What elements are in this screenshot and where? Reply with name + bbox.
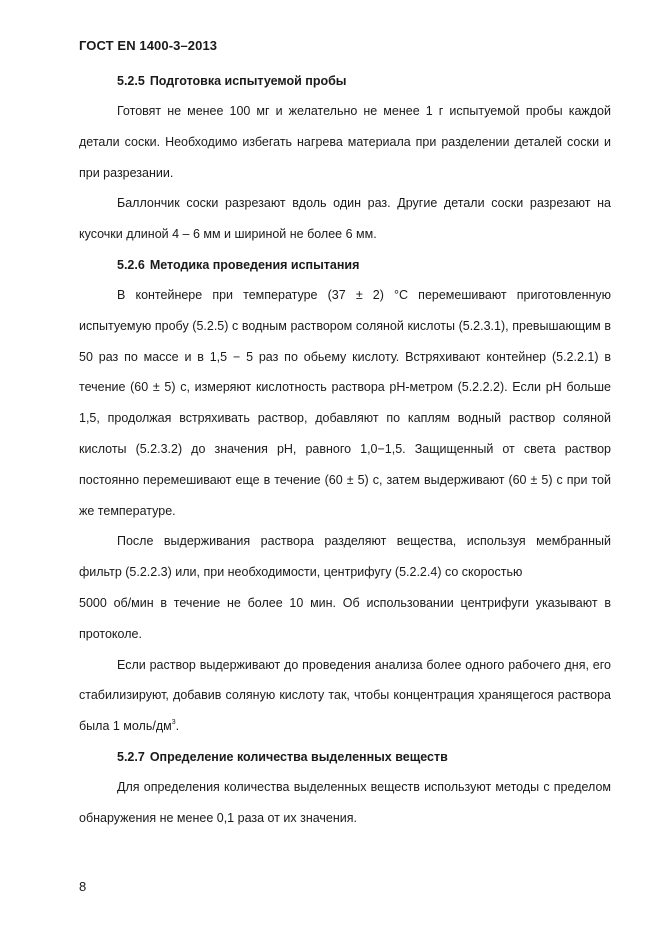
section-number: 5.2.5 (117, 74, 145, 88)
section-heading-5-2-6 (79, 250, 611, 280)
section-title: Методика проведения испытания (149, 257, 360, 272)
superscript: 3 (171, 719, 176, 727)
section-number: 5.2.7 (117, 749, 145, 764)
page-number: 8 (79, 879, 87, 894)
paragraph: 5000 об/мин в течение не более 10 мин. Об использовании центрифуги указывают в протоколе. (79, 595, 611, 641)
paragraph: Баллончик соски разрезают вдоль один раз. Другие детали соски разрезают на кусочки длиной 4 – 6 мм и шириной не более 6 мм. (79, 196, 611, 242)
paragraph-with-unit (79, 650, 611, 742)
paragraph: Готовят не менее 100 мг и желательно не менее 1 г испытуемой пробы каждой детали соски. Необходимо избегать нагрева материала при разделении деталей соски и при разрезании. (79, 104, 611, 180)
section-heading-5-2-5 (79, 66, 611, 96)
paragraph: Для определения количества выделенных веществ используют методы с пределом обнаружения не менее 0,1 раза от их значения. (79, 779, 611, 825)
section-title: Определение количества выделенных веществ (149, 749, 448, 764)
section-title: Подготовка испытуемой пробы (149, 74, 347, 88)
page-content (79, 66, 611, 834)
paragraph: После выдерживания раствора разделяют вещества, используя мембранный фильтр (5.2.2.3) или, при необходимости, центрифугу (5.2.2.4) со скоростью (79, 534, 611, 580)
paragraph-end: . (175, 719, 180, 734)
document-header: ГОСТ EN 1400-3–2013 (79, 38, 218, 53)
paragraph: В контейнере при температуре (37 ± 2) °С перемешивают приготовленную испытуемую пробу (5.2.5) с водным раствором соляной кислоты (5.2.3.1), превышающим в 50 раз по массе и в 1,5 − 5 раз по обьему кислоту. Встряхивают контейнер (5.2.2.1) в течение (60 ± 5) с, измеряют кислотность раствора рН-метром (5.2.2.2). Если рН больше 1,5, продолжая встряхивать раствор, добавляют по каплям водный раствор соляной кислоты (5.2.3.2) до значения рН, равного 1,0−1,5. Защищенный от света раствор постоянно перемешивают еще в течение (60 ± 5) с, затем выдерживают (60 ± 5) с при той же температуре. (79, 287, 611, 518)
paragraph-text: Если раствор выдерживают до проведения анализа более одного рабочего дня, его стабилизируют, добавив соляную кислоту так, чтобы концентрация хранящегося раствора была 1 моль/дм (79, 657, 611, 734)
section-heading-5-2-7 (79, 742, 611, 772)
section-number: 5.2.6 (117, 257, 145, 272)
